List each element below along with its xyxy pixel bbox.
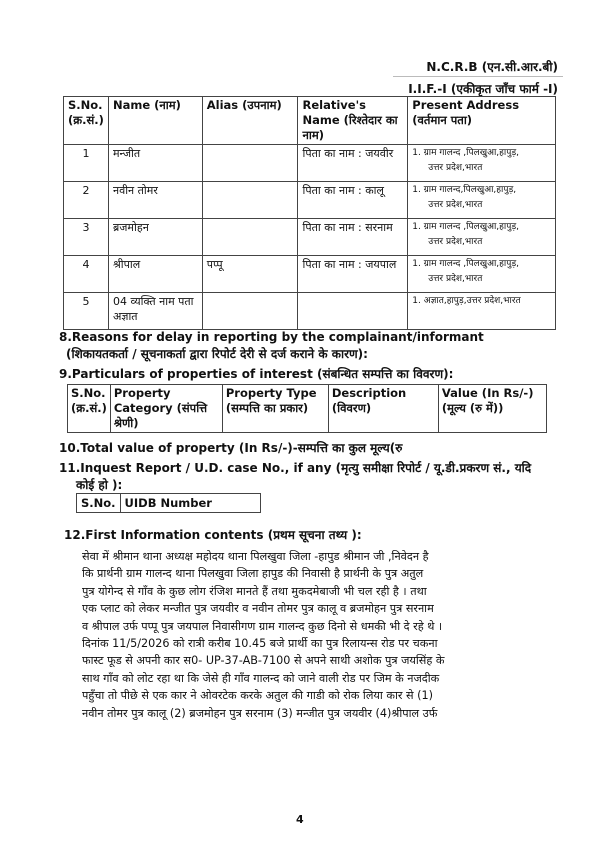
fir-line: एक प्लाट को लेकर मन्जीत पुत्र जयवीर व नवीन तोमर पुत्र कालू व ब्रजमोहन पुत्र सरनाम (82, 602, 434, 616)
header-value: Value (In Rs/-) (मूल्य (रु में)) (438, 385, 546, 433)
properties-table (67, 384, 547, 433)
cell-address (408, 219, 556, 256)
ncrb-header: N.C.R.B (एन.सी.आर.बी) (426, 60, 558, 74)
cell-alias (202, 182, 298, 219)
address-line: उत्तर प्रदेश,भारत (428, 163, 483, 173)
fir-line: फास्ट फूड से अपनी कार स0- UP-37-AB-7100 से अपने साथी अशोक पुत्र जयसिंह के (82, 654, 445, 668)
address-line: उत्तर प्रदेश,भारत (428, 200, 483, 210)
cell-sno: 3 (64, 219, 109, 256)
section-8-title: 8.Reasons for delay in reporting by the complainant/informant (59, 330, 484, 344)
header-property-category: Property Category (संपत्ति श्रेणी) (110, 385, 222, 433)
cell-sno: 5 (64, 293, 109, 330)
cell-relative: पिता का नाम : जयपाल (298, 256, 408, 293)
fir-line: पुत्र योगेन्द से गाँव के कुछ लोग रंजिश मानते हैं तथा मुकदमेबाजी भी चल रही है । तथा (82, 584, 427, 598)
fir-line: पहुँचा तो पीछे से एक कार ने ओवरटेक करके अतुल की गाडी को रोक लिया कार से (1) (82, 689, 433, 703)
fir-line: सेवा में श्रीमान थाना अध्यक्ष महोदय थाना पिलखुवा जिला -हापुड श्रीमान जी ,निवेदन है (82, 550, 429, 563)
header-relative: Relative's Name (रिश्तेदार का नाम) (298, 97, 408, 145)
header-description: Description (विवरण) (328, 385, 438, 433)
inquest-table (76, 493, 261, 513)
cell-name: 04 व्यक्ति नाम पता अज्ञात (108, 293, 202, 330)
address-line: 1. ग्राम गालन्द ,पिलखुआ,हापुड़, (412, 259, 520, 269)
fir-line: व श्रीपाल उर्फ पप्पू पुत्र जयपाल निवासीगण ग्राम गालन्द कुछ दिनो से धमकी भी दे रहे थे । (82, 619, 443, 633)
table-row (64, 293, 556, 330)
section-11-title-cont: कोई हो ): (76, 478, 123, 492)
section-11-title: 11.Inquest Report / U.D. case No., if any (मृत्यु समीक्षा रिपोर्ट / यू.डी.प्रकरण सं., यदि (59, 461, 532, 475)
cell-sno: 1 (64, 145, 109, 182)
cell-relative: पिता का नाम : कालू (298, 182, 408, 219)
table-row (64, 145, 556, 182)
fir-line: साथ गाँव को लोट रहा था कि जेसे ही गाँव गालन्द को जाने वाली रोड पर जिम के नजदीक (82, 671, 440, 685)
address-line: उत्तर प्रदेश,भारत (428, 237, 483, 247)
section-10-title: 10.Total value of property (In Rs/-)-सम्पत्ति का कुल मूल्य(रु (59, 441, 403, 455)
header-sno: S.No. (77, 494, 121, 513)
cell-sno: 4 (64, 256, 109, 293)
cell-sno: 2 (64, 182, 109, 219)
address-line: 1. ग्राम गालन्द ,पिलखुआ,हापुड़, (412, 148, 520, 158)
cell-address (408, 256, 556, 293)
fir-line: नवीन तोमर पुत्र कालू (2) ब्रजमोहन पुत्र सरनाम (3) मन्जीत पुत्र जयवीर (4)श्रीपाल उर्फ (82, 706, 438, 720)
header-sno: S.No. (क्र.सं.) (64, 97, 109, 145)
form-title: I.I.F.-I (एकीकृत जाँच फार्म -I) (408, 82, 558, 96)
cell-name: श्रीपाल (108, 256, 202, 293)
fir-contents (82, 548, 560, 722)
cell-relative (298, 293, 408, 330)
cell-name: ब्रजमोहन (108, 219, 202, 256)
cell-address (408, 145, 556, 182)
fir-line: कि प्रार्थनी ग्राम गालन्द थाना पिलखुवा जिला हापुड की निवासी है प्रार्थनी के पुत्र अतुल (82, 567, 424, 581)
accused-table (63, 96, 556, 330)
inquest-table-header (77, 494, 261, 513)
address-line: 1. ग्राम गालन्द,पिलखुआ,हापुड़, (412, 185, 517, 195)
header-name: Name (नाम) (108, 97, 202, 145)
header-alias: Alias (उपनाम) (202, 97, 298, 145)
section-8-subtitle: (शिकायतकर्ता / सूचनाकर्ता द्वारा रिपोर्ट देरी से दर्ज कराने के कारण): (66, 347, 368, 361)
table-row (64, 182, 556, 219)
page-number: 4 (296, 813, 304, 826)
table-row (64, 219, 556, 256)
cell-alias (202, 293, 298, 330)
cell-address (408, 182, 556, 219)
accused-table-header (64, 97, 556, 145)
cell-address (408, 293, 556, 330)
cell-alias (202, 145, 298, 182)
cell-relative: पिता का नाम : जयवीर (298, 145, 408, 182)
cell-name: मन्जीत (108, 145, 202, 182)
address-line: उत्तर प्रदेश,भारत (428, 274, 483, 284)
fir-line: दिनांक 11/5/2026 को रात्री करीब 10.45 बजे प्रार्थी का पुत्र रिलायन्स रोड पर चकना (82, 637, 438, 651)
address-line: 1. अज्ञात,हापुड़,उत्तर प्रदेश,भारत (412, 296, 521, 306)
cell-name: नवीन तोमर (108, 182, 202, 219)
header-uidb-number: UIDB Number (120, 494, 260, 513)
section-9-title: 9.Particulars of properties of interest (संबन्धित सम्पत्ति का विवरण): (59, 367, 454, 381)
properties-table-header (68, 385, 547, 433)
header-divider (393, 76, 563, 77)
table-row (64, 256, 556, 293)
section-12-title: 12.First Information contents (प्रथम सूचना तथ्य ): (64, 528, 362, 542)
header-property-type: Property Type (सम्पत्ति का प्रकार) (222, 385, 328, 433)
header-address: Present Address (वर्तमान पता) (408, 97, 556, 145)
cell-alias (202, 219, 298, 256)
cell-relative: पिता का नाम : सरनाम (298, 219, 408, 256)
cell-alias: पप्पू (202, 256, 298, 293)
header-sno: S.No. (क्र.सं.) (68, 385, 111, 433)
address-line: 1. ग्राम गालन्द ,पिलखुआ,हापुड़, (412, 222, 520, 232)
